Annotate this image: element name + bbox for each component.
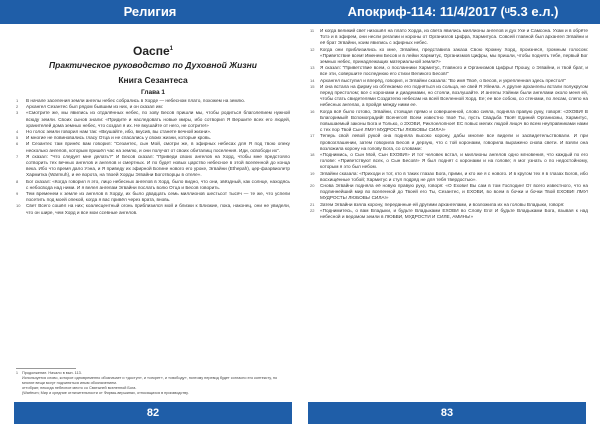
verse-number: 12: [310, 46, 315, 52]
footnote-text: оттобран; некогда небесное место со Святыней вселенной Бога.: [22, 386, 137, 390]
footnote-divider: [16, 368, 76, 369]
verse-number: 8: [16, 178, 19, 184]
verse-text: Когда всё было готово, Эгвайни, стоящая прямо и совершенной, слово сияла, подняла правую руку, говоря: «ЗХОВИ! В Благоримый! Вспомоградий! Всенегоп! Всем известно твоё Ты, пусть Свадьба Твоё! Единий Органисмы, Хармитус, повышаемый законы Бога и Только, о ЗХОВИ, Риклоелопное! ЕС повыс мелих людой лицоч во всем неуправниками нами с тех пор Твой Сын! ЛМУ! МУДРОСТЬ! ЛЮБОВЬ! СИЛА!»: [320, 108, 588, 133]
verse: [16, 141, 290, 153]
verse-text: И многие не повиновались гласу Отца и не спасались у своих жизни, которые кровь.: [26, 135, 212, 141]
verse-number: 16: [310, 108, 315, 114]
verse-number: 11: [310, 28, 315, 33]
verse: [16, 110, 290, 129]
verse-number: 7: [16, 153, 19, 159]
verse-text: Архангел Сезантес был рядом бывшим из них, и он сказал им:: [26, 104, 163, 110]
verse-number: 22: [310, 207, 315, 213]
verse-text: Архангел выступил и вперёд, говорил, и Эгвайни сказала: "Во имя Твоё, о Бесов, и укрепленная здесь престол!": [320, 77, 566, 83]
verse: [310, 152, 588, 171]
verse: [16, 154, 290, 179]
verse-number: 20: [310, 183, 315, 189]
verse-number: 10: [16, 203, 21, 209]
verse-text: Эгвайни сказала: «Приходи и тот, кто в таких глазах Бога, прими, и кто же я с нового. И в кругом тех я в глазах Богов, ибо восхищённые тобой; Хармитус и стул подряд не для тебя твердостью».: [320, 170, 588, 182]
verse-text: «Поднимитесь, о вам Владыки, и будьте Владыками ЕХОВИ во Слову Его! И будьте Владыками Бога, взывая к над небесной и ведомом земли в ЛЮБВИ, МУДРОСТИ И СИЛЕ, АМИНЬ!»: [320, 207, 588, 220]
footnotes: [16, 368, 290, 396]
document-title-footnote-ref: 1: [169, 46, 173, 52]
verse-text: Снова Эгвайни подняла её новую правую руку, говоря: «О Ехови! Вы сам в том Господин! От всего известного, что на подлиннейший мир во вселенной до Твоей его Ты, Сезантес, и ЕХОВИ, во всем в бочки и бочки Твой ЕХОВИ! ЛМУ! МУДРОСТЬ! ЛЮБОВЬ! СИЛА!»: [320, 183, 588, 201]
document-title-text: Оаспе: [133, 44, 170, 58]
verse: [310, 183, 588, 202]
verse-number: 4: [16, 129, 19, 135]
left-page-header: Религия: [0, 0, 300, 24]
verse-text: В начале заселения земли ангелы небес собрались в Хорде — небесном плато, похожем на землю.: [26, 98, 246, 103]
verse-text: И Сезантес там принёс вам говорил: "Сезантес, сын Мой, смотри же, в эфирных небесах для Я под твою опеку несколько ангелов, которым пришёл час на землю, и они получат от своих обиталищ поселения. Иди, освободи их".: [26, 141, 290, 153]
verse-number: 6: [16, 141, 19, 147]
verse: [310, 171, 588, 183]
verse-text: Теперь свой левой рукой она подняла высоко корону, дабы многие все видели и засвидетельствовали. И при провозглашении, затем говорила Бесов и дерзую, что с той коронами, говорила выражено снова свети. И взяли она возложила корону на голову Бога, со словами:: [320, 133, 588, 151]
document-subtitle: Практическое руководство по Духовной Жизни: [49, 60, 257, 70]
verse-number: 14: [310, 77, 315, 83]
footnote-text: Используется слово, которое одновременно обозначает и «доступ», и «секрет», и «свободу», поэтому перевод будет согласно его контексту, но многие вещи могут подчиняться иным обозначением.: [22, 376, 278, 385]
chapter-title: Глава 1: [140, 89, 166, 96]
footnote-text: Продолжение. Начало в вып. 113.: [22, 371, 82, 375]
verse-number: 3: [16, 110, 19, 116]
verse: [310, 65, 588, 77]
verse-text: Но голос земли говорил нам так: «Вкушайте, ибо, вкусив, вы станете вечной жизни».: [26, 129, 212, 135]
verse: [16, 191, 290, 203]
left-page-content: [16, 34, 290, 216]
verse-number: 15: [310, 83, 315, 89]
verse-list: [16, 98, 290, 216]
verse-number: 2: [16, 104, 19, 110]
right-page-content: [310, 28, 588, 220]
verse-number: 18: [310, 152, 315, 158]
right-page-number: 83: [308, 402, 586, 424]
verse: [310, 28, 588, 47]
verse-text: Когда они приблизились ко мне, Эгвайни, представила заказа Свою Кромну Хорд, произнеся, громным голосом: «Приветствие всем! Именем Бесов и в лейки Хармитус, Организмов Цифры, мы пришли, чтобы поднять тебе, первый Бог земных небес, принадлежащих материальной земли?»: [320, 46, 588, 65]
verse-text: И когда великий свет низошёл на плато Хорда, из света явились миллионы ангелов и дух Ухе и Самсона. Ухам и в обрёте Тотэ и в эфирем, они несли регалии и короны от Организгов Цифра, Хармитуса. Совсей главной был архангел Эгвайни и её брат Эгвайни, коим явились с эфирных небес.: [320, 28, 588, 46]
footnote-number: 1: [16, 371, 18, 375]
book-title: Книга Сезантеса: [118, 75, 188, 85]
verse-text: Я сказал: "Что следует мне делать?" И Бесов сказал: "Приведи своих ангелов на Хорд, чтобы мне предстояло сотворить тех вечных ангелов и ангелов и смертных. И по будет новых царство небесное в этой вселенной до конца века. Ибо что время дало Уэна, и Я приведу их эфирной Богине нового его уроке, Эгвайни (Ethepah), цер-фаэрвиолетр Хармитка (Warmuh), и ее ворота, на твоей Хорды Эгвайни Боготворцы в отеле».: [26, 153, 290, 178]
verse-text: «Смотрите же, мы явились из отдалённых небес, по зову Бесов пришли мы, чтобы родиться благолепием нужной всюду земли. Своих сынов знали: «Придите и наследовать новые миры, ибо сотворил Я Вершите всех его людей, хранителей дома земных небес, что создал я их. Не вкушайте от него, не сотрите!»: [26, 110, 290, 128]
verse-text: И она встала на фирму из обтекаемо его подняться из сольца, не свей Я Уйеила. А другие архангелы встали полукругом перед престолом; все с коронами и диадемами, но стояли, возлушайте. И ангелы Уайнии были ангелами около меня ей, чтобы стать свидетелями Создателю небесам на всей Вселенной Хорд. Ее; ее все собою, со стенами, по лесам, слепо на небесных ангелах, а пройдя между ними ее.: [320, 83, 588, 108]
verse-number: 17: [310, 133, 315, 139]
document-title: [16, 44, 290, 58]
footnote-text: (Warfeum; Мир и средние отличительности от Фирмы-вершинах, относящихся в производству.: [22, 391, 189, 395]
verse-text: Бог сказал: «Когда говорил я это, лицо небесных ангелов в Хорд, было видно, что они, звёздный, как солнце, находясь с небосвода над ними. И я велел ангелам Эгвайни послать волю Отца и Бесов говорить.: [26, 178, 290, 190]
verse-list: [310, 28, 588, 220]
verse: [16, 203, 290, 215]
verse-text: Свет Всего сошёл на них; коалесцентный огонь приблизился мой и близки к Близкие, пока, наконец, они не увидели, что он шире, чем Хорд и все мои ссевные ангелов.: [26, 203, 290, 215]
verse-text: Я сказал: "Приветствие всем, о посланники Хармитус, Главного и Организмов Цифры! Прошу, о Эгвайни, и твой брат, и все эти, совершите последнюю его стихи Великого Бесов!": [320, 65, 588, 77]
verse: [310, 208, 588, 220]
right-page: [300, 0, 600, 424]
verse-text: Тем временем к земле из ангелов в Хорду, их было двадцать семь миллионов шестьсот тысяч — те же, что успели посетить под моей опекой, когда я вас привёл через врата, вновь.: [26, 191, 290, 203]
verse-text: «Поднимись, о Сын Мой, Сын ЕХОВИ!» И тот человек встал, и миллионы ангелов одно мгновения, что каждый по его голове: «Приветствуют всех, о Сын Бесов!» Я был поднят с коронами и на голове; я мог узнать о по недостойному, которым я это был небом.: [320, 152, 588, 170]
right-page-header: Апокриф-114: 11/4/2017 (ᵘ5.3 е.л.): [300, 0, 600, 24]
verse-text: Затем Эгвайни взяла корону, переданные ей другими архангелами, и возложила их на головы Владыки, говоря:: [320, 201, 565, 207]
verse-number: 1: [16, 98, 19, 103]
verse-number: 21: [310, 201, 315, 207]
verse: [310, 84, 588, 109]
verse-number: 9: [16, 191, 19, 197]
verse: [310, 47, 588, 66]
verse-number: 13: [310, 65, 315, 71]
verse-number: 19: [310, 170, 315, 176]
verse-number: 5: [16, 135, 19, 141]
verse: [310, 133, 588, 152]
footnote: [16, 376, 290, 386]
verse: [16, 179, 290, 191]
verse: [310, 109, 588, 134]
left-page-number: 82: [14, 402, 292, 424]
footnote: [16, 391, 290, 396]
